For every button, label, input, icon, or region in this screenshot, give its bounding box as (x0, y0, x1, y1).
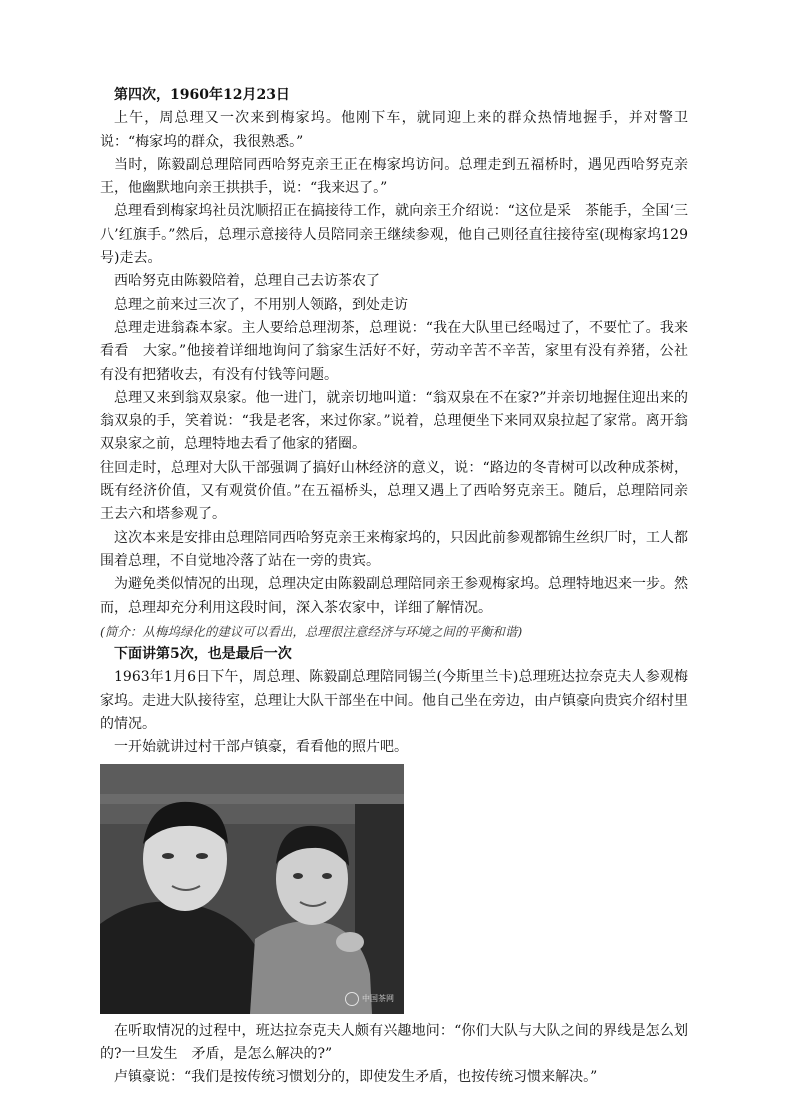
paragraph: 一开始就讲过村干部卢镇豪，看看他的照片吧。 (114, 739, 408, 756)
watermark (345, 992, 394, 1006)
summary-note: (简介：从梅坞绿化的建议可以看出，总理很注意经济与环境之间的平衡和谐) (100, 623, 523, 639)
paragraph: 总理之前来过三次了，不用别人领路，到处走访 (114, 296, 408, 313)
section-heading-fifth-visit: 下面讲第5次，也是最后一次 (114, 646, 292, 663)
paragraph: 总理看到梅家坞社员沈顺招正在搞接待工作，就向亲王介绍说：“这位是采 茶能手，全国‘三八’红旗手。”然后，总理示意接待人员陪同亲王继续参观，他自己则径直往接待室(现梅家坞129号)走去。 (100, 203, 688, 267)
watermark-text: 中国茶网 (362, 994, 394, 1004)
paragraph: 上午，周总理又一次来到梅家坞。他刚下车，就同迎上来的群众热情地握手，并对警卫说：“梅家坞的群众，我很熟悉。” (100, 110, 688, 150)
photo-illustration (100, 764, 404, 1014)
paragraph: 总理走进翁森本家。主人要给总理沏茶，总理说：“我在大队里已经喝过了，不要忙了。我来看看 大家。”他接着详细地询问了翁家生活好不好，劳动辛苦不辛苦，家里有没有养猪，公社有没有把猪收去，有没有付钱等问题。 (100, 319, 688, 383)
paragraph: 西哈努克由陈毅陪着，总理自己去访茶农了 (114, 273, 380, 290)
paragraph: 总理又来到翁双泉家。他一进门，就亲切地叫道：“翁双泉在不在家?”并亲切地握住迎出来的 翁双泉的手，笑着说：“我是老客，来过你家。”说着，总理便坐下来同双泉拉起了家常。离开翁双泉家之前，总理特地去看了他家的猪圈。 (100, 389, 702, 453)
historical-photo (100, 764, 404, 1014)
document-page (100, 84, 702, 1090)
paragraph: 在听取情况的过程中，班达拉奈克夫人颇有兴趣地问：“你们大队与大队之间的界线是怎么划的?一旦发生 矛盾，是怎么解决的?” (100, 1022, 688, 1062)
paragraph: 往回走时，总理对大队干部强调了搞好山林经济的意义，说：“路边的冬青树可以改种成茶树，既有经济价值，又有观赏价值。”在五福桥头，总理又遇上了西哈努克亲王。随后，总理陪同亲王去六和塔参观了。 (100, 459, 688, 523)
paragraph: 当时，陈毅副总理陪同西哈努克亲王正在梅家坞访问。总理走到五福桥时，遇见西哈努克亲王，他幽默地向亲王拱拱手，说：“我来迟了。” (100, 156, 688, 197)
paragraph: 卢镇豪说：“我们是按传统习惯划分的，即使发生矛盾，也按传统习惯来解决。” (114, 1069, 598, 1086)
paragraph: 这次本来是安排由总理陪同西哈努克亲王来梅家坞的，只因此前参观都锦生丝织厂时，工人都围着总理，不自觉地冷落了站在一旁的贵宾。 (100, 529, 688, 569)
paragraph: 为避免类似情况的出现，总理决定由陈毅副总理陪同亲王参观梅家坞。总理特地迟来一步。然而，总理却充分利用这段时间，深入茶农家中，详细了解情况。 (100, 576, 688, 616)
tea-logo-icon (345, 992, 359, 1006)
paragraph: 1963年1月6日下午，周总理、陈毅副总理陪同锡兰(今斯里兰卡)总理班达拉奈克夫人参观梅家坞。走进大队接待室，总理让大队干部坐在中间。他自己坐在旁边，由卢镇豪向贵宾介绍村里的情况。 (100, 669, 688, 733)
section-heading-fourth-visit: 第四次，1960年12月23日 (114, 87, 290, 103)
